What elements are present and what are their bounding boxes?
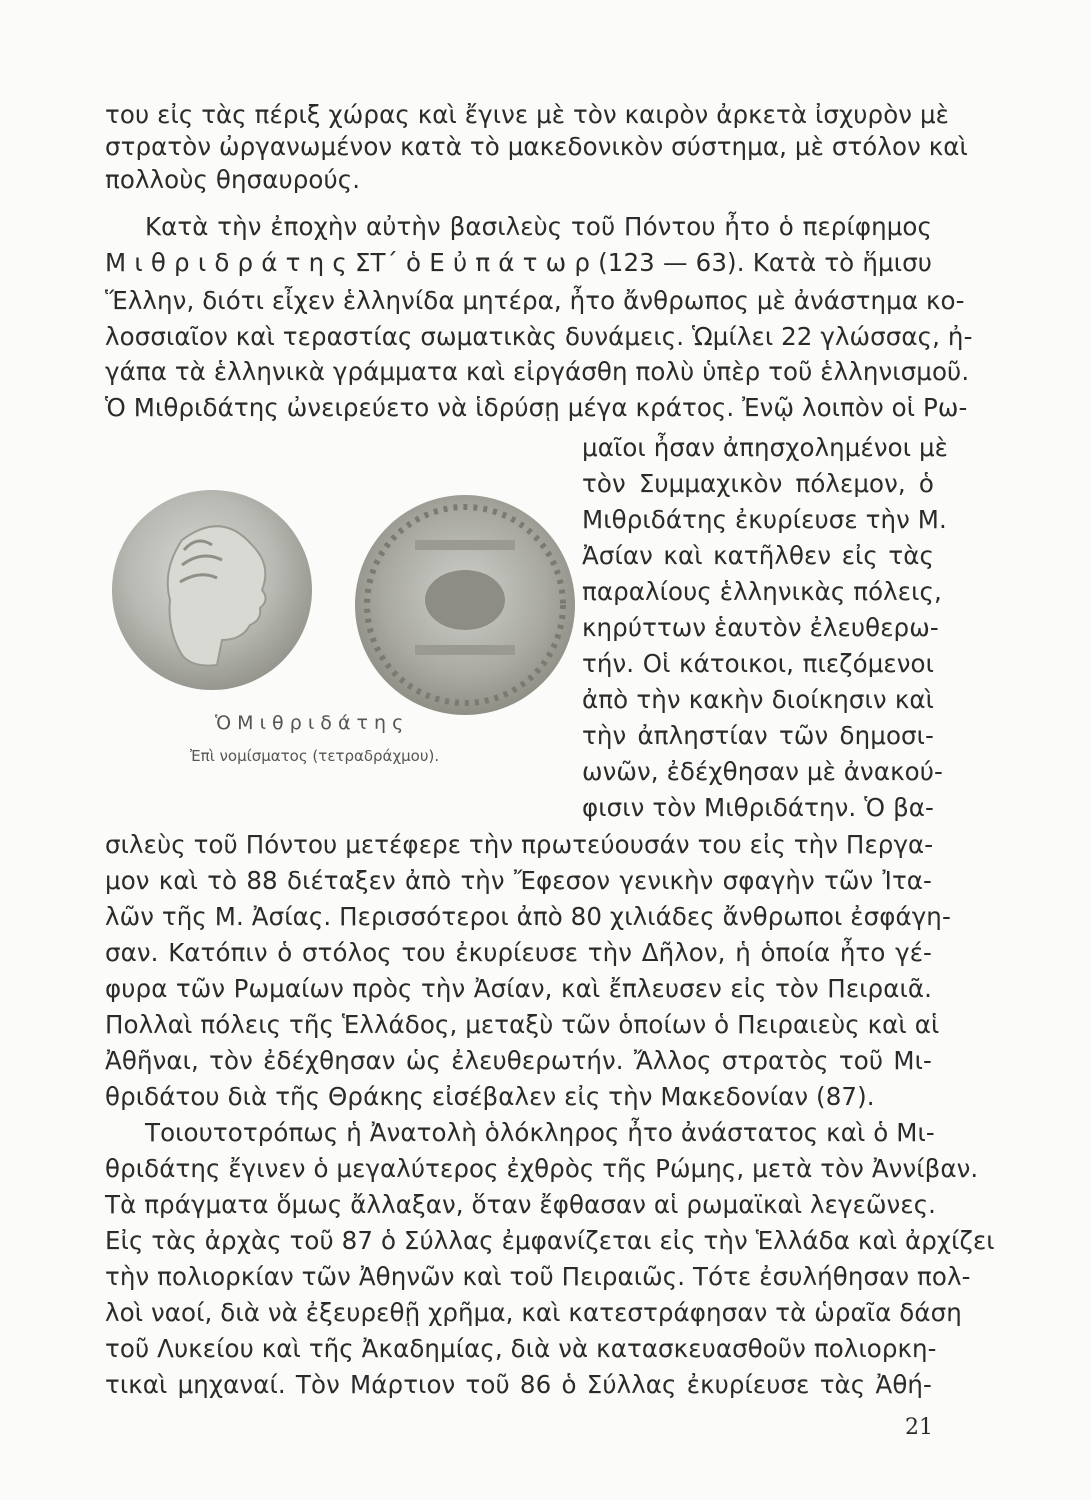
text-line: τὸν Συμμαχικὸν πόλεμον, ὁ [582, 469, 934, 498]
text-line: Ἀθῆναι, τὸν ἐδέχθησαν ὡς ἐλευθερωτήν. Ἄλλος στρατὸς τοῦ Μι- [105, 1046, 932, 1075]
text-line: ωνῶν, ἐδέχθησαν μὲ ἀνακού- [582, 757, 943, 786]
text-line: Τοιουτοτρόπως ἡ Ἀνατολὴ ὁλόκληρος ἦτο ἀνάστατος καὶ ὁ Μι- [145, 1118, 935, 1147]
coin-portrait-image [112, 490, 312, 690]
text-line: σαν. Κατόπιν ὁ στόλος του ἐκυρίευσε τὴν Δῆλον, ἡ ὁποία ἦτο γέ- [105, 938, 932, 967]
text-line: λοὶ ναοί, διὰ νὰ ἐξευρεθῇ χρῆμα, καὶ κατεστράφησαν τὰ ὡραῖα δάση [105, 1298, 962, 1327]
text-line: παραλίους ἑλληνικὰς πόλεις, [582, 577, 942, 606]
text-line: γάπα τὰ ἑλληνικὰ γράμματα καὶ εἰργάσθη πολὺ ὑπὲρ τοῦ ἑλληνισμοῦ. [105, 357, 970, 386]
text-line: τὴν ἀπληστίαν τῶν δημοσι- [582, 721, 934, 750]
text-line: Ἕλλην, διότι εἶχεν ἑλληνίδα μητέρα, ἦτο ἄνθρωπος μὲ ἀνάστημα κο- [105, 286, 965, 315]
text-line: τοῦ Λυκείου καὶ τῆς Ἀκαδημίας, διὰ νὰ κατασκευασθοῦν πολιορκη- [105, 1334, 937, 1363]
text-line: ἀπὸ τὴν κακὴν διοίκησιν καὶ [582, 685, 934, 714]
portrait-head-icon [112, 490, 312, 690]
text-line: λοσσιαῖον καὶ τεραστίας σωματικὰς δυνάμεις. Ὡμίλει 22 γλώσσας, ἠ- [105, 322, 973, 351]
text-line: του εἰς τὰς πέριξ χώρας καὶ ἔγινε μὲ τὸν καιρὸν ἀρκετὰ ἰσχυρὸν μὲ [105, 100, 949, 129]
text-line: Μιθριδάτης ἐκυρίευσε τὴν Μ. [582, 505, 947, 534]
text-line: μαῖοι ἦσαν ἀπησχολημένοι μὲ [582, 433, 949, 462]
text-line: θριδάτης ἔγινεν ὁ μεγαλύτερος ἐχθρὸς τῆς Ρώμης, μετὰ τὸν Ἀννίβαν. [105, 1154, 979, 1183]
figure-caption-sub: Ἐπὶ νομίσματος (τετραδράχμου). [190, 747, 440, 765]
coin-reverse-image [355, 495, 575, 715]
text-line: φισιν τὸν Μιθριδάτην. Ὁ βα- [582, 793, 934, 822]
text-line: κηρύττων ἑαυτὸν ἐλευθερω- [582, 613, 939, 642]
text-line: σιλεὺς τοῦ Πόντου μετέφερε τὴν πρωτεύουσάν του εἰς τὴν Περγα- [105, 830, 934, 859]
figure-caption-title: Ὁ Μ ι θ ρ ι δ ά τ η ς [215, 712, 404, 734]
text-line: στρατὸν ὠργανωμένον κατὰ τὸ μακεδονικὸν σύστημα, μὲ στόλον καὶ [105, 132, 968, 161]
text-line: Πολλαὶ πόλεις τῆς Ἑλλάδος, μεταξὺ τῶν ὁποίων ὁ Πειραιεὺς καὶ αἱ [105, 1010, 940, 1039]
text-line: Ἀσίαν καὶ κατῆλθεν εἰς τὰς [582, 541, 934, 570]
text-line: Ὁ Μιθριδάτης ὠνειρεύετο νὰ ἱδρύσῃ μέγα κράτος. Ἐνῷ λοιπὸν οἱ Ρω- [105, 393, 968, 422]
text-line: τὴν πολιορκίαν τῶν Ἀθηνῶν καὶ τοῦ Πειραιῶς. Τότε ἐσυλήθησαν πολ- [105, 1262, 971, 1291]
text-line: λῶν τῆς Μ. Ἀσίας. Περισσότεροι ἀπὸ 80 χιλιάδες ἄνθρωποι ἐσφάγη- [105, 902, 951, 931]
text-line: τικαὶ μηχαναί. Τὸν Μάρτιον τοῦ 86 ὁ Σύλλας ἐκυρίευσε τὰς Ἀθή- [105, 1370, 932, 1399]
text-line: θριδάτου διὰ τῆς Θράκης εἰσέβαλεν εἰς τὴν Μακεδονίαν (87). [105, 1082, 875, 1111]
text-line: Μ ι θ ρ ι δ ρ ά τ η ς ΣΤ΄ ὁ Ε ὐ π ά τ ω ρ (123 — 63). Κατὰ τὸ ἥμισυ [105, 248, 932, 277]
text-line: φυρα τῶν Ρωμαίων πρὸς τὴν Ἀσίαν, καὶ ἔπλευσεν εἰς τὸν Πειραιᾶ. [105, 974, 932, 1003]
coin-reverse-icon [355, 495, 575, 715]
page-number: 21 [905, 1415, 933, 1440]
text-line: πολλοὺς θησαυρούς. [105, 165, 361, 194]
text-line: τήν. Οἱ κάτοικοι, πιεζόμενοι [582, 649, 934, 678]
text-line: Εἰς τὰς ἀρχὰς τοῦ 87 ὁ Σύλλας ἐμφανίζεται εἰς τὴν Ἑλλάδα καὶ ἀρχίζει [105, 1226, 995, 1255]
text-line: Κατὰ τὴν ἐποχὴν αὐτὴν βασιλεὺς τοῦ Πόντου ἦτο ὁ περίφημος [145, 212, 932, 241]
text-line: μον καὶ τὸ 88 διέταξεν ἀπὸ τὴν Ἔφεσον γενικὴν σφαγὴν τῶν Ἰτα- [105, 866, 932, 895]
text-line: Τὰ πράγματα ὅμως ἄλλαξαν, ὅταν ἔφθασαν αἱ ρωμαϊκαὶ λεγεῶνες. [105, 1190, 937, 1219]
